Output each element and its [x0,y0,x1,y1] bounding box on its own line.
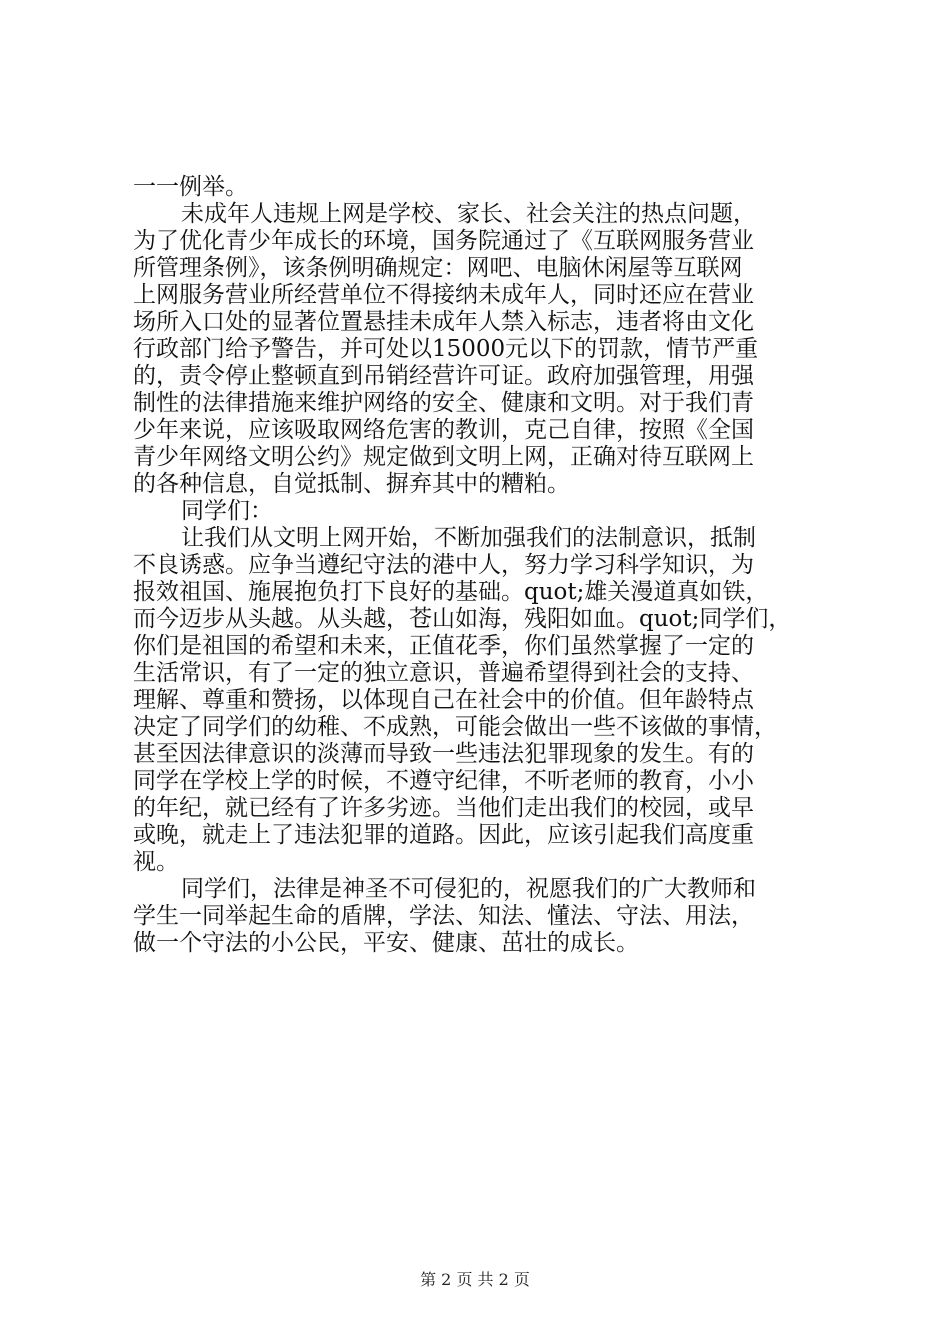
text-line: 决定了同学们的幼稚、不成熟，可能会做出一些不该做的事情， [133,714,777,740]
paragraph-legal-awareness [133,525,833,876]
text-line: 学生一同举起生命的盾牌，学法、知法、懂法、守法、用法， [133,903,754,929]
text-line: 同学们： [181,498,273,524]
text-line: 做一个守法的小公民，平安、健康、茁壮的成长。 [133,930,639,956]
text-line: 一一例举。 [133,174,248,200]
text-line: 理解、尊重和赞扬，以体现自己在社会中的价值。但年龄特点 [133,687,754,713]
text-line: 制性的法律措施来维护网络的安全、健康和文明。对于我们青 [133,390,754,416]
document-body [133,174,833,957]
text-line: 同学在学校上学的时候，不遵守纪律，不听老师的教育，小小 [133,768,754,794]
text-line: 你们是祖国的希望和未来，正值花季，你们虽然掌握了一定的 [133,633,754,659]
text-line: 行政部门给予警告，并可处以15000元以下的罚款，情节严重 [133,336,759,362]
text-line: 生活常识，有了一定的独立意识，普遍希望得到社会的支持、 [133,660,754,686]
text-line: 甚至因法律意识的淡薄而导致一些违法犯罪现象的发生。有的 [133,741,754,767]
text-line: 未成年人违规上网是学校、家长、社会关注的热点问题， [181,201,756,227]
text-line: 不良诱惑。应争当遵纪守法的港中人，努力学习科学知识，为 [133,552,754,578]
text-line: 的各种信息，自觉抵制、摒弃其中的糟粕。 [133,471,570,497]
text-line: 为了优化青少年成长的环境，国务院通过了《互联网服务营业 [133,228,754,254]
text-line: 少年来说，应该吸取网络危害的教训，克己自律，按照《全国 [133,417,754,443]
text-line: 的，责令停止整顿直到吊销经营许可证。政府加强管理，用强 [133,363,754,389]
text-line: 让我们从文明上网开始，不断加强我们的法制意识，抵制 [181,525,756,551]
paragraph-salutation [133,498,833,525]
paragraph-continuation [133,174,833,201]
text-line: 同学们，法律是神圣不可侵犯的，祝愿我们的广大教师和 [181,876,756,902]
text-line: 场所入口处的显著位置悬挂未成年人禁入标志，违者将由文化 [133,309,754,335]
text-line: 上网服务营业所经营单位不得接纳未成年人，同时还应在营业 [133,282,754,308]
paragraph-internet-regulation [133,201,833,498]
text-line: 的年纪，就已经有了许多劣迹。当他们走出我们的校园，或早 [133,795,754,821]
text-line: 青少年网络文明公约》规定做到文明上网，正确对待互联网上 [133,444,754,470]
text-line: 报效祖国、施展抱负打下良好的基础。quot;雄关漫道真如铁， [133,579,769,605]
page-number-footer: 第 2 页 共 2 页 [420,1270,530,1289]
text-line: 而今迈步从头越。从头越，苍山如海，残阳如血。quot;同学们， [133,606,792,632]
text-line: 或晚，就走上了违法犯罪的道路。因此，应该引起我们高度重 [133,822,754,848]
text-line: 所管理条例》，该条例明确规定：网吧、电脑休闲屋等互联网 [133,255,743,281]
text-line: 视。 [133,849,179,875]
paragraph-closing [133,876,833,957]
